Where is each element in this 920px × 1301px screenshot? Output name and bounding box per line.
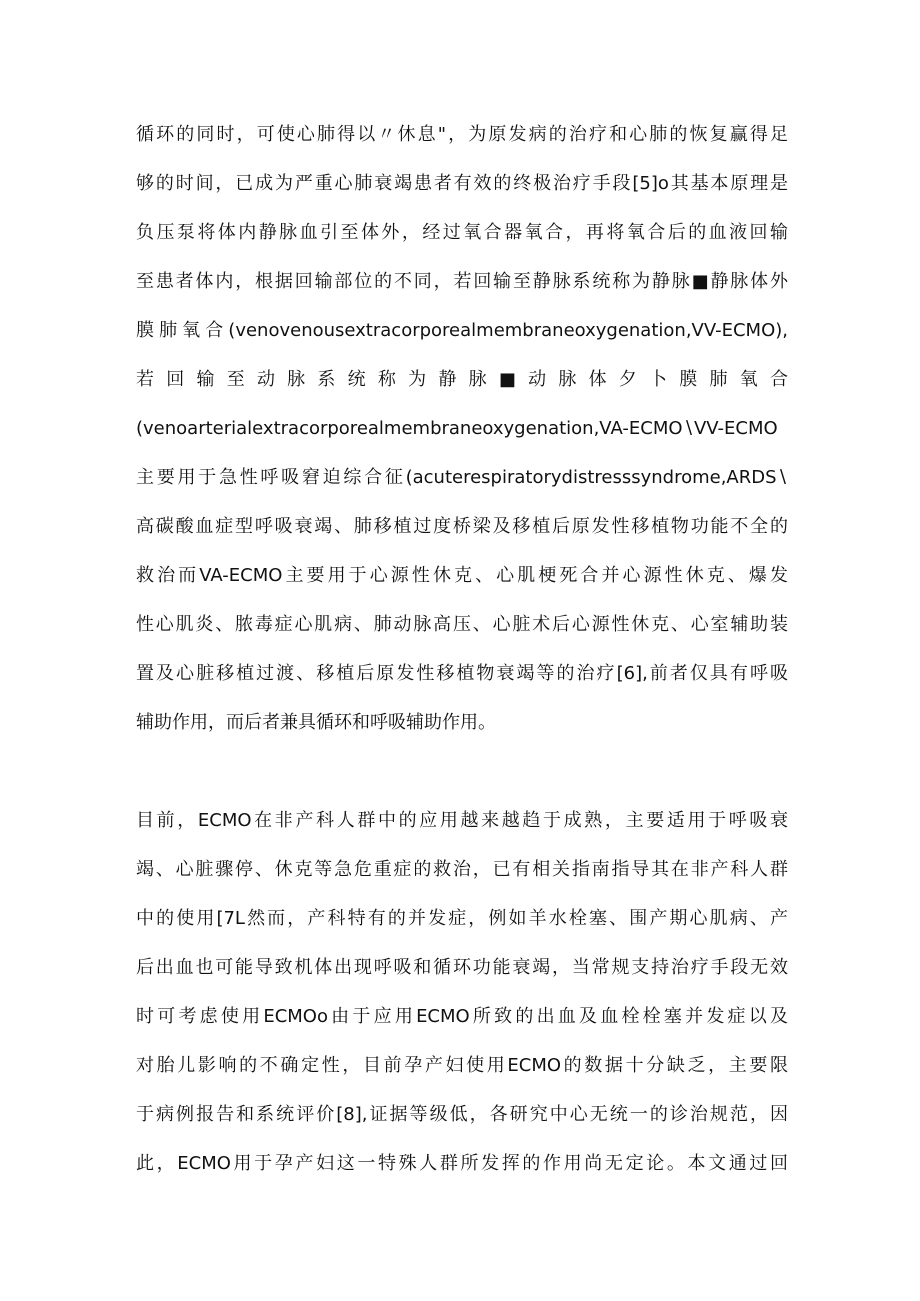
text-line: 对胎儿影响的不确定性，目前孕产妇使用ECMO的数据十分缺乏，主要限 [136, 1055, 788, 1076]
text-line: 循环的同时，可使心肺得以〃休息"，为原发病的治疗和心肺的恢复赢得足 [136, 124, 788, 145]
text-line: 中的使用[7L然而，产科特有的并发症，例如羊水栓塞、围产期心肌病、产 [136, 908, 788, 929]
text-line: 负压泵将体内静脉血引至体外，经过氧合器氧合，再将氧合后的血液回输 [136, 222, 788, 243]
text-line: 时可考虑使用ECMOo由于应用ECMO所致的出血及血栓栓塞并发症以及 [136, 1006, 788, 1027]
paragraph-ecmo-obstetrics [136, 796, 788, 1188]
text-line: 主要用于急性呼吸窘迫综合征(acuterespiratorydistresssyndrome,ARDS∖ [136, 467, 788, 488]
text-line: 辅助作用，而后者兼具循环和呼吸辅助作用。 [136, 712, 496, 733]
text-line: 至患者体内，根据回输部位的不同，若回输至静脉系统称为静脉■静脉体外 [136, 271, 788, 292]
text-line: 竭、心脏骤停、休克等急危重症的救治，已有相关指南指导其在非产科人群 [136, 859, 788, 880]
text-line: (venoarterialextracorporealmembraneoxygenation,VA-ECMO∖VV-ECMO [136, 418, 778, 439]
text-line: 救治而VA-ECMO主要用于心源性休克、心肌梗死合并心源性休克、爆发 [136, 565, 788, 586]
text-line: 置及心脏移植过渡、移植后原发性移植物衰竭等的治疗[6],前者仅具有呼吸 [136, 663, 788, 684]
text-line: 此，ECMO用于孕产妇这一特殊人群所发挥的作用尚无定论。本文通过回 [136, 1153, 788, 1174]
text-line: 于病例报告和系统评价[8],证据等级低，各研究中心无统一的诊治规范，因 [136, 1104, 788, 1125]
text-line: 性心肌炎、脓毒症心肌病、肺动脉高压、心脏术后心源性休克、心室辅助装 [136, 614, 788, 635]
text-line: 后出血也可能导致机体出现呼吸和循环功能衰竭，当常规支持治疗手段无效 [136, 957, 788, 978]
text-line: 若回输至动脉系统称为静脉■动脉体夕卜膜肺氧合 [136, 369, 788, 390]
text-line: 膜肺氧合(venovenousextracorporealmembraneoxygenation,VV-ECMO), [136, 320, 788, 341]
text-line: 高碳酸血症型呼吸衰竭、肺移植过度桥梁及移植后原发性移植物功能不全的 [136, 516, 788, 537]
paragraph-ecmo-principle [136, 110, 788, 747]
text-line: 够的时间，已成为严重心肺衰竭患者有效的终极治疗手段[5]o其基本原理是 [136, 173, 788, 194]
text-line: 目前，ECMO在非产科人群中的应用越来越趋于成熟，主要适用于呼吸衰 [136, 810, 788, 831]
